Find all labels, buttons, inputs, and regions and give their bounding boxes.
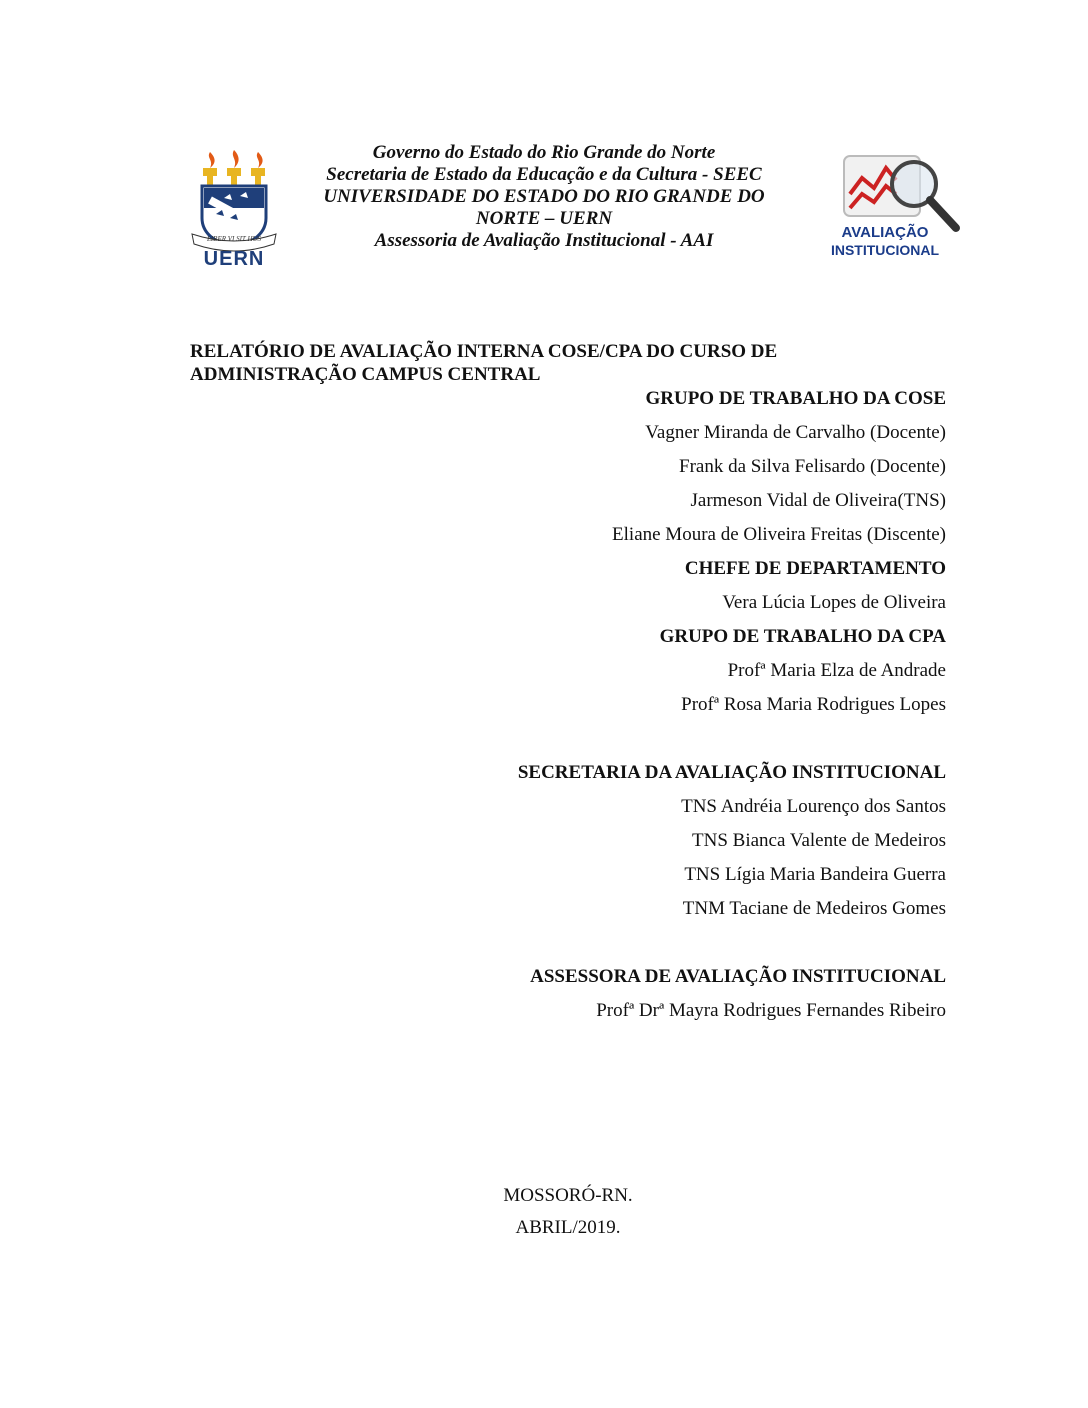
cose-member: Eliane Moura de Oliveira Freitas (Discente): [612, 524, 946, 545]
cpa-heading: GRUPO DE TRABALHO DA CPA: [659, 626, 946, 647]
secretaria-member: TNM Taciane de Medeiros Gomes: [682, 898, 946, 919]
secretaria-member: TNS Bianca Valente de Medeiros: [692, 830, 946, 851]
header-line-secretaria: Secretaria de Estado da Educação e da Cultura - SEEC: [326, 164, 762, 185]
chefe-heading: CHEFE DE DEPARTAMENTO: [684, 558, 946, 579]
assessora-heading: ASSESSORA DE AVALIAÇÃO INSTITUCIONAL: [530, 966, 946, 987]
assessora-name: Profª Drª Mayra Rodrigues Fernandes Ribeiro: [596, 1000, 946, 1021]
chefe-name: Vera Lúcia Lopes de Oliveira: [722, 592, 946, 613]
cose-heading: GRUPO DE TRABALHO DA COSE: [645, 388, 946, 409]
avaliacao-institucional-logo: [830, 154, 966, 266]
header-line-university-cont: NORTE – UERN: [475, 208, 613, 229]
committee-list: [246, 382, 946, 1028]
avaliacao-logo-line2: INSTITUCIONAL: [830, 242, 940, 258]
chart-magnifier-icon: [840, 154, 966, 234]
report-title: [190, 340, 890, 386]
footer-city: MOSSORÓ-RN.: [503, 1185, 633, 1206]
report-title-line1: RELATÓRIO DE AVALIAÇÃO INTERNA COSE/CPA DO CURSO DE: [190, 341, 778, 362]
footer-date: ABRIL/2019.: [515, 1217, 621, 1238]
header-line-assessoria: Assessoria de Avaliação Institucional - AAI: [374, 230, 714, 251]
secretaria-member: TNS Andréia Lourenço dos Santos: [681, 796, 946, 817]
report-title-line2: ADMINISTRAÇÃO CAMPUS CENTRAL: [190, 364, 541, 385]
institution-header: [300, 142, 788, 252]
header-line-government: Governo do Estado do Rio Grande do Norte: [372, 142, 716, 163]
cpa-member: Profª Rosa Maria Rodrigues Lopes: [681, 694, 946, 715]
secretaria-heading: SECRETARIA DA AVALIAÇÃO INSTITUCIONAL: [517, 762, 946, 783]
cpa-member: Profª Maria Elza de Andrade: [727, 660, 946, 681]
uern-motto: LIBER VI SIT HUS: [206, 235, 262, 243]
uern-logo-text: UERN: [203, 248, 265, 270]
cose-member: Vagner Miranda de Carvalho (Docente): [645, 422, 946, 443]
document-footer: [468, 1180, 668, 1244]
cose-member: Jarmeson Vidal de Oliveira(TNS): [690, 490, 946, 511]
uern-logo: [188, 148, 280, 272]
cose-member: Frank da Silva Felisardo (Docente): [679, 456, 946, 477]
header-line-university: UNIVERSIDADE DO ESTADO DO RIO GRANDE DO: [323, 186, 765, 207]
secretaria-member: TNS Lígia Maria Bandeira Guerra: [684, 864, 946, 885]
avaliacao-logo-line1: AVALIAÇÃO: [841, 224, 929, 241]
